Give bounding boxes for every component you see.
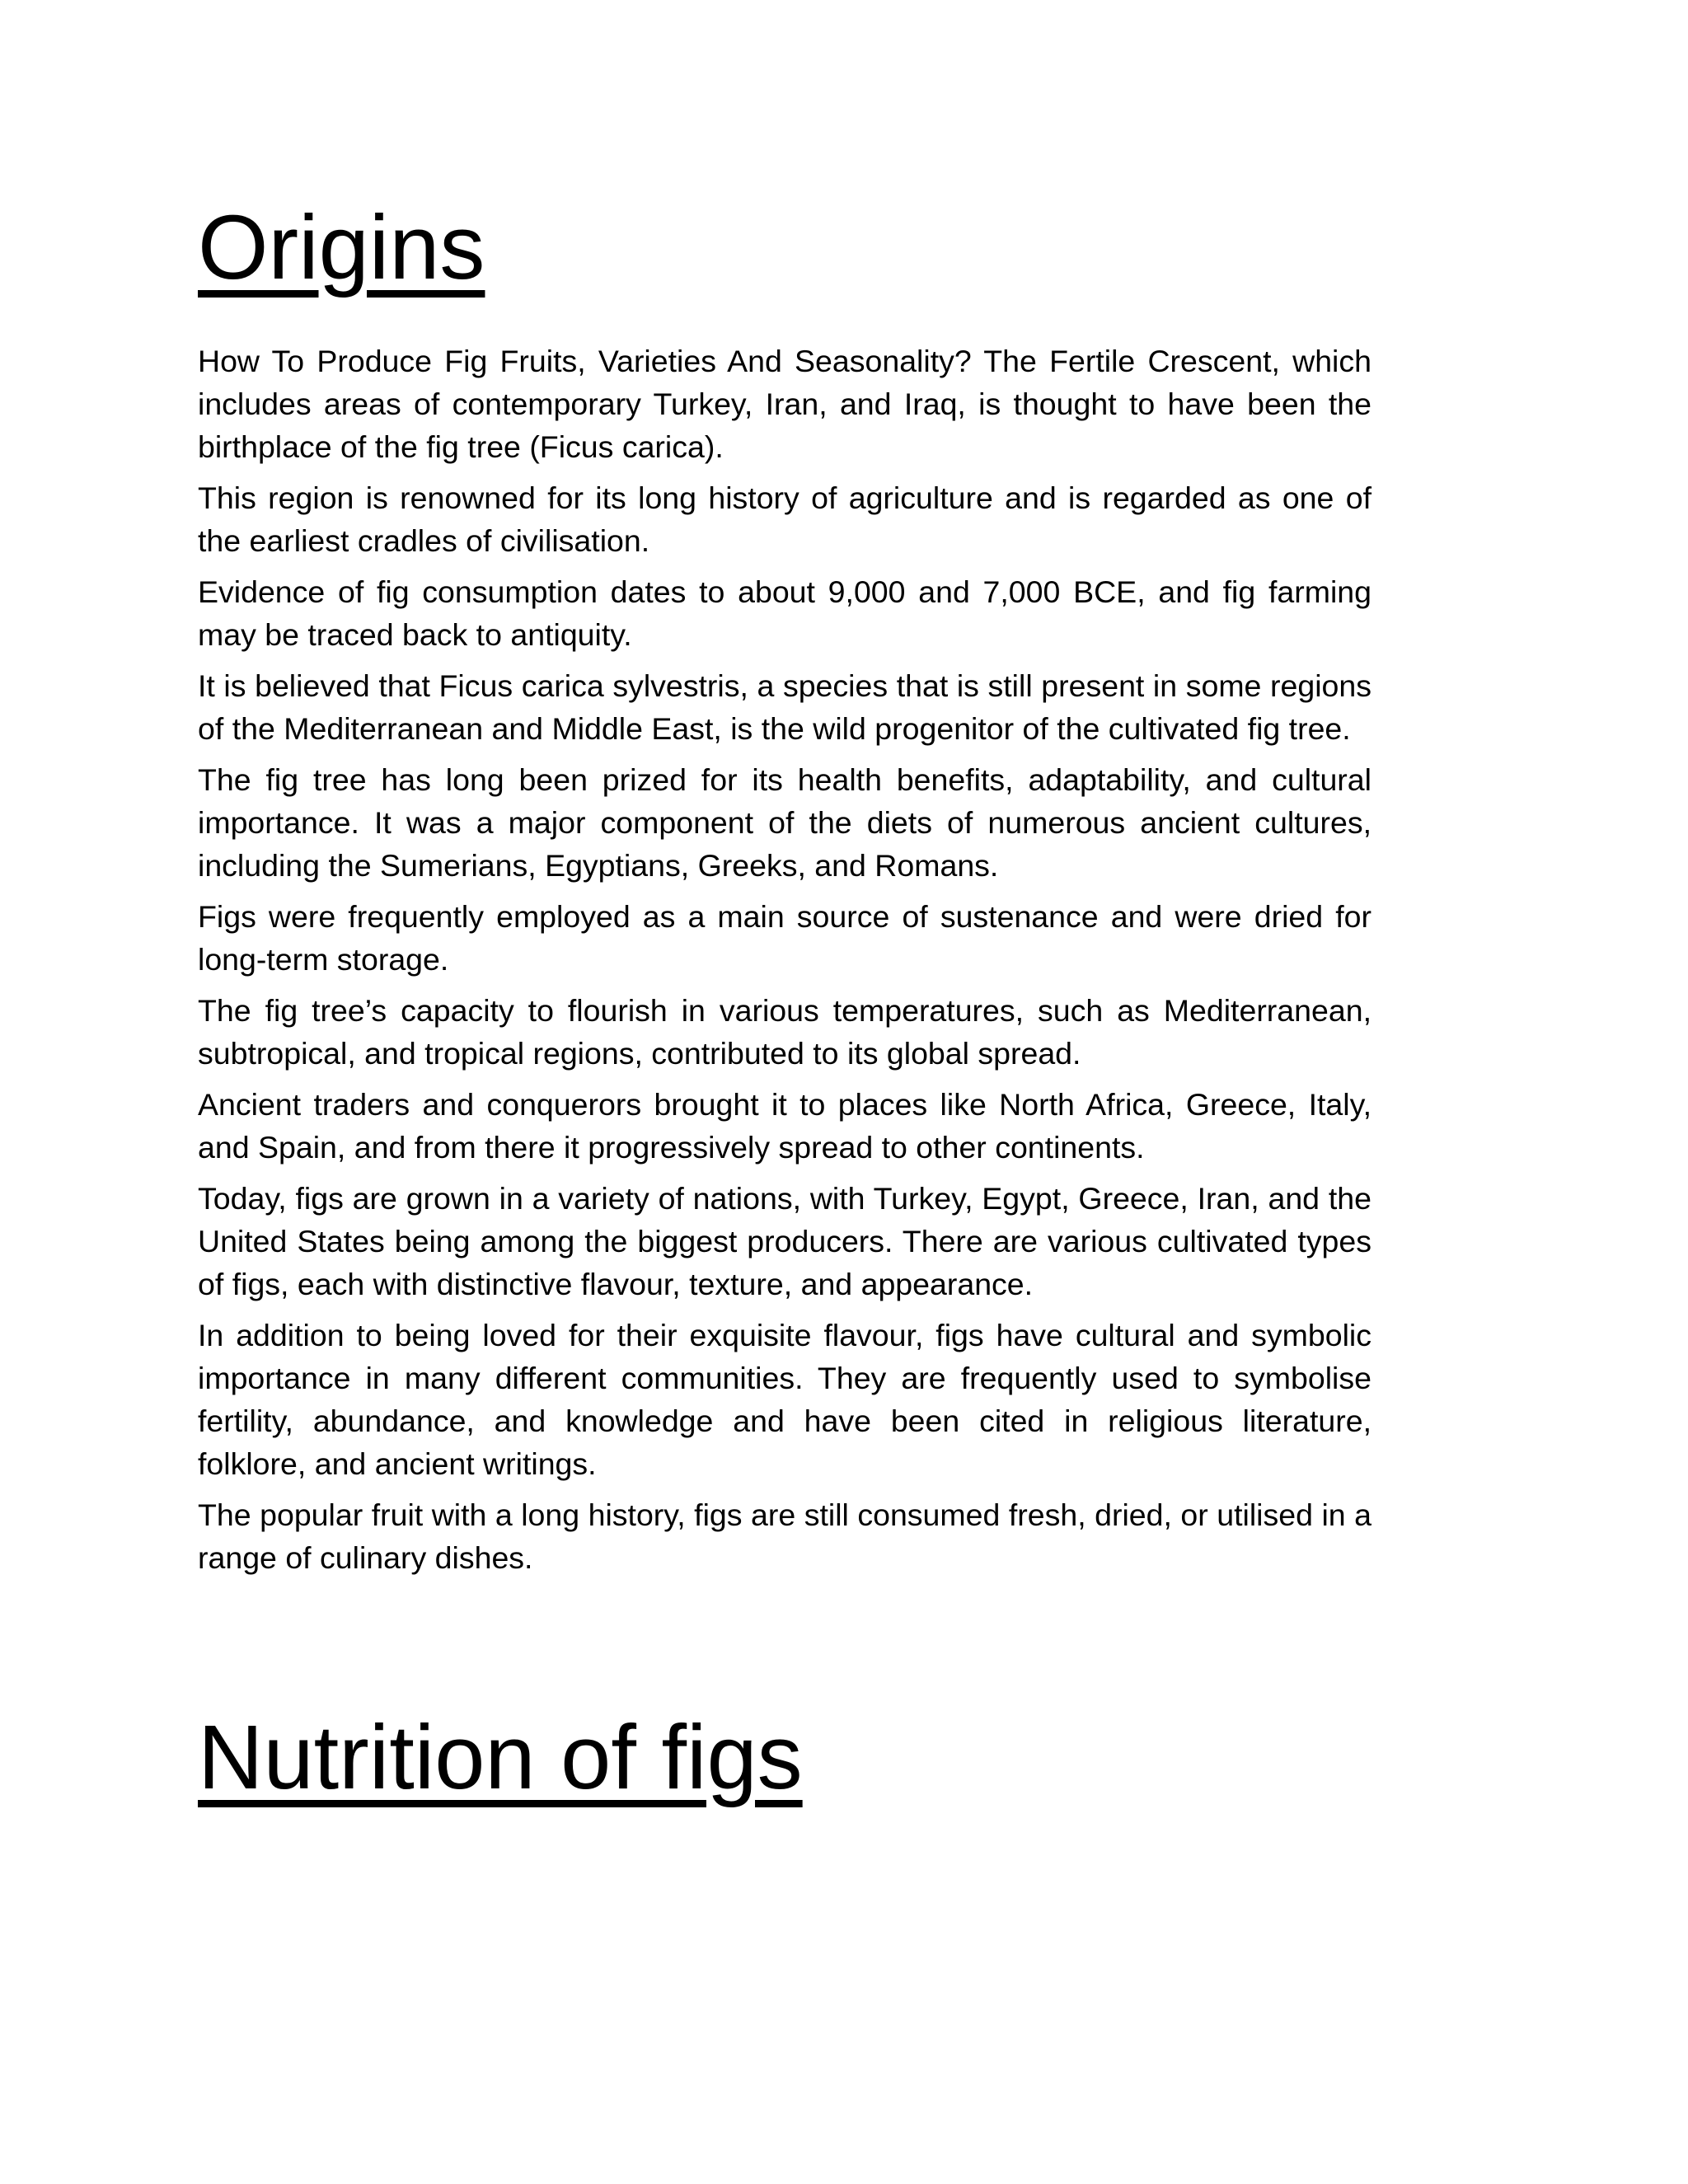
origins-body <box>198 340 1372 1587</box>
paragraph: Ancient traders and conquerors brought it to places like North Africa, Greece, Italy, and Spain, and from there it progressively spread to other continents. <box>198 1087 1372 1165</box>
paragraph: The popular fruit with a long history, figs are still consumed fresh, dried, or utilised in a range of culinary dishes. <box>198 1497 1372 1575</box>
paragraph: The fig tree’s capacity to flourish in various temperatures, such as Mediterranean, subtropical, and tropical regions, contributed to its global spread. <box>198 993 1372 1071</box>
paragraph: Evidence of fig consumption dates to about 9,000 and 7,000 BCE, and fig farming may be traced back to antiquity. <box>198 574 1372 652</box>
paragraph: This region is renowned for its long history of agriculture and is regarded as one of the earliest cradles of civilisation. <box>198 480 1372 558</box>
paragraph: How To Produce Fig Fruits, Varieties And Seasonality? The Fertile Crescent, which includes areas of contemporary Turkey, Iran, and Iraq, is thought to have been the birthplace of the fig tree (Ficus carica). <box>198 344 1372 464</box>
paragraph: It is believed that Ficus carica sylvestris, a species that is still present in some regions of the Mediterranean and Middle East, is the wild progenitor of the cultivated fig tree. <box>198 668 1372 746</box>
paragraph: Figs were frequently employed as a main source of sustenance and were dried for long-term storage. <box>198 899 1372 977</box>
paragraph: In addition to being loved for their exquisite flavour, figs have cultural and symbolic importance in many different communities. They are frequently used to symbolise fertility, abundance, and knowledge and have been cited in religious literature, folklore, and ancient writings. <box>198 1318 1372 1481</box>
paragraph: The fig tree has long been prized for its health benefits, adaptability, and cultural importance. It was a major component of the diets of numerous ancient cultures, including the Sumerians, Egyptians, Greeks, and Romans. <box>198 762 1372 883</box>
section-heading-nutrition: Nutrition of figs <box>198 1707 803 1808</box>
section-heading-origins: Origins <box>198 197 485 298</box>
paragraph: Today, figs are grown in a variety of nations, with Turkey, Egypt, Greece, Iran, and the United States being among the biggest producers. There are various cultivated types of figs, each with distinctive flavour, texture, and appearance. <box>198 1181 1372 1301</box>
